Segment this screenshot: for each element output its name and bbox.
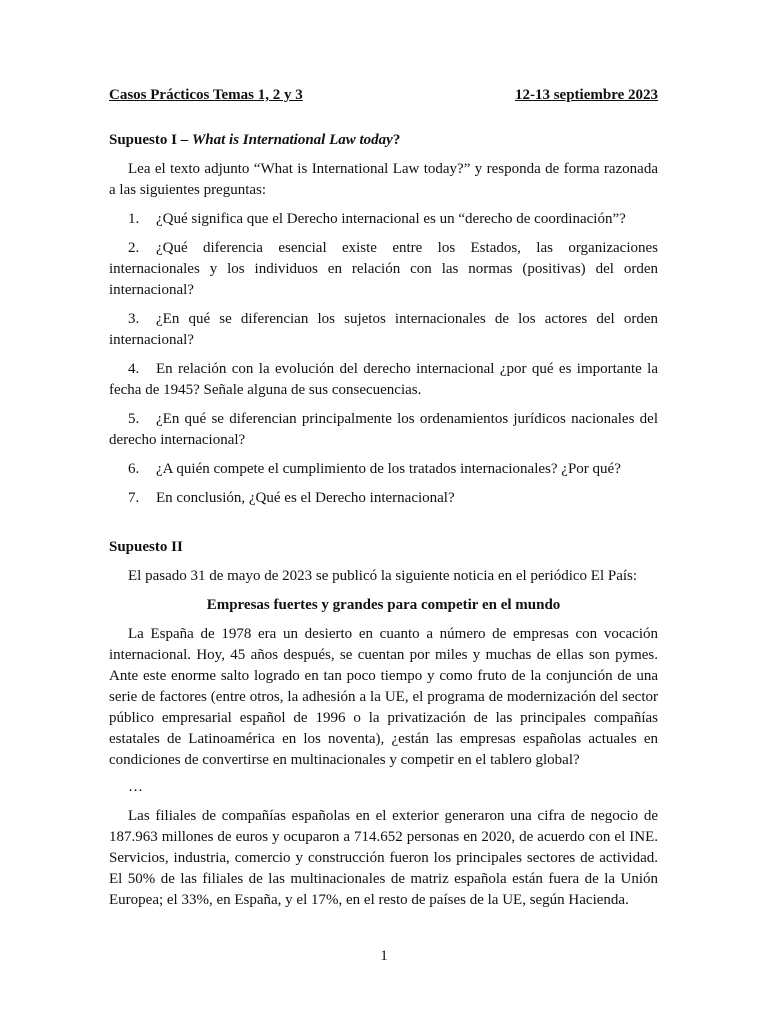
- page-number: 1: [380, 948, 388, 964]
- article-title: Empresas fuertes y grandes para competir en el mundo: [206, 597, 561, 613]
- question-text: En conclusión, ¿Qué es el Derecho internacional?: [156, 490, 455, 506]
- question-item: [109, 359, 658, 401]
- header-date: 12-13 septiembre 2023: [514, 87, 658, 103]
- article-paragraph-1: La España de 1978 era un desierto en cuanto a número de empresas con vocación internacional. Hoy, 45 años después, se cuentan por miles y muchas de ellas son pymes. Ante este enorme salto logrado en tan poco tiempo y como fruto de la conjunción de una serie de factores (entre otros, la adhesión a la UE, el programa de modernización del sector público empresarial español de 1996 o la privatización de las principales compañías estatales de Latinoamérica en los noventa), ¿están las empresas españolas actuales en condiciones de convertirse en multinacionales y competir en el tablero global?: [109, 626, 658, 768]
- supuesto-1-intro: Lea el texto adjunto “What is International Law today?” y responda de forma razonada a las siguientes preguntas:: [109, 161, 658, 198]
- question-number: 1.: [128, 211, 140, 227]
- question-text: ¿Qué diferencia esencial existe entre los Estados, las organizaciones internacionales y los individuos en relación con las normas (positivas) del orden internacional?: [109, 240, 658, 298]
- question-item: [109, 309, 658, 351]
- question-item: [109, 238, 658, 301]
- question-item: [109, 488, 658, 509]
- question-text: ¿En qué se diferencian los sujetos internacionales de los actores del orden internacional?: [109, 311, 658, 348]
- question-number: 2.: [128, 240, 140, 256]
- question-text: ¿Qué significa que el Derecho internacional es un “derecho de coordinación”?: [156, 211, 626, 227]
- supuesto-1-title-prefix: Supuesto I –: [109, 132, 192, 148]
- article-ellipsis: …: [128, 779, 143, 795]
- question-number: 6.: [128, 461, 140, 477]
- supuesto-2-title: Supuesto II: [109, 539, 183, 555]
- document-header: [109, 85, 658, 106]
- supuesto-1-title-suffix: ?: [392, 132, 401, 148]
- question-number: 7.: [128, 490, 140, 506]
- question-number: 4.: [128, 361, 140, 377]
- header-title: Casos Prácticos Temas 1, 2 y 3: [109, 87, 303, 103]
- supuesto-1-title-italic: What is International Law today: [191, 132, 393, 148]
- question-list: [109, 209, 658, 509]
- question-number: 3.: [128, 311, 140, 327]
- question-number: 5.: [128, 411, 140, 427]
- supuesto-2-intro: El pasado 31 de mayo de 2023 se publicó la siguiente noticia en el periódico El País:: [128, 568, 638, 584]
- question-item: [109, 209, 658, 230]
- article-paragraph-2: Las filiales de compañías españolas en el exterior generaron una cifra de negocio de 187.963 millones de euros y ocuparon a 714.652 personas en 2020, de acuerdo con el INE. Servicios, industria, comercio y construcción fueron los principales sectores de actividad. El 50% de las filiales de las multinacionales de matriz española están fuera de la Unión Europea; el 33%, en España, y el 17%, en el resto de países de la UE, según Hacienda.: [109, 808, 658, 908]
- question-text: ¿En qué se diferencian principalmente los ordenamientos jurídicos nacionales del derecho internacional?: [109, 411, 658, 448]
- supuesto-1-title: [109, 130, 658, 151]
- question-item: [109, 409, 658, 451]
- question-text: ¿A quién compete el cumplimiento de los tratados internacionales? ¿Por qué?: [156, 461, 621, 477]
- page-content: [109, 85, 658, 911]
- question-item: [109, 459, 658, 480]
- question-text: En relación con la evolución del derecho internacional ¿por qué es importante la fecha de 1945? Señale alguna de sus consecuencias.: [109, 361, 658, 398]
